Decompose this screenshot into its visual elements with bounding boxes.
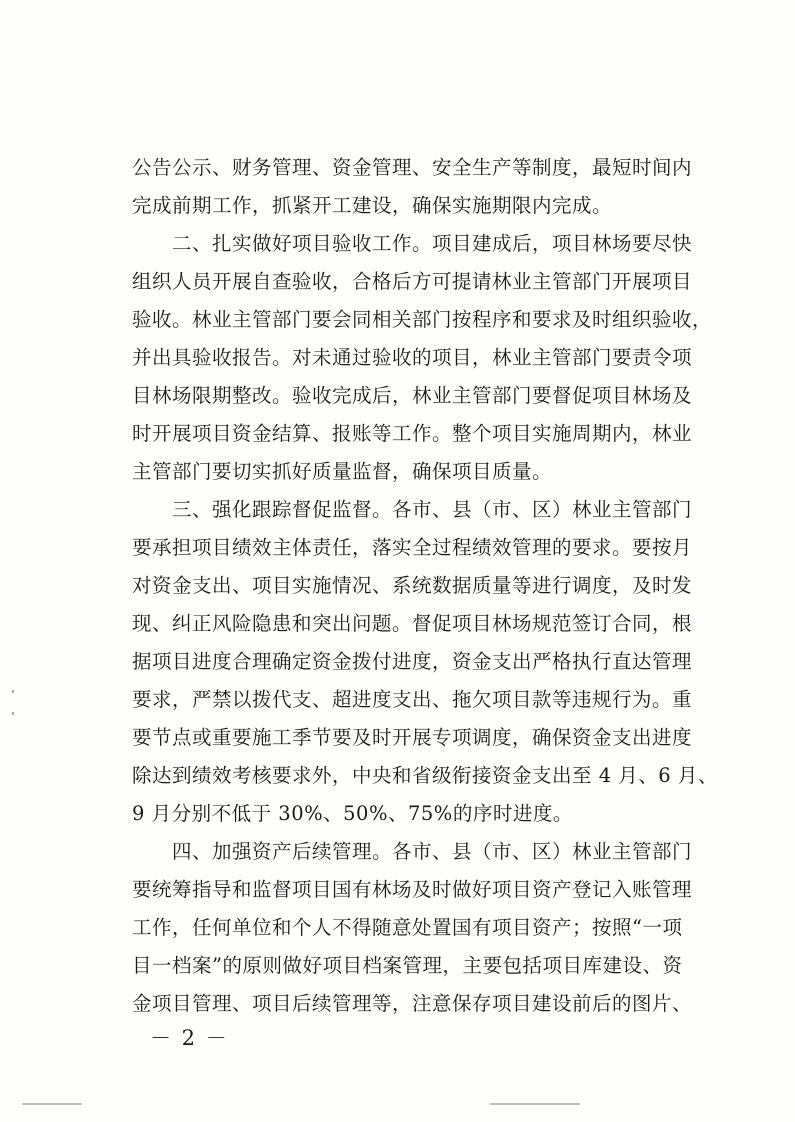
text-line: 要承担项目绩效主体责任，落实全过程绩效管理的要求。要按月 <box>132 536 693 559</box>
text-line: 金项目管理、项目后续管理等，注意保存项目建设前后的图片、 <box>132 992 693 1015</box>
page-number: － 2 － <box>150 1026 229 1050</box>
text-line: 时开展项目资金结算、报账等工作。整个项目实施周期内，林业 <box>132 422 693 445</box>
text-line: 据项目进度合理确定资金拨付进度，资金支出严格执行直达管理 <box>132 650 693 673</box>
text-line: 工作，任何单位和个人不得随意处置国有项目资产；按照“一项 <box>132 916 683 939</box>
scan-artifact <box>490 1103 580 1105</box>
text-line: 对资金支出、项目实施情况、系统数据质量等进行调度，及时发 <box>132 574 693 597</box>
section-heading-line: 二、扎实做好项目验收工作。项目建成后，项目林场要尽快 <box>172 232 693 255</box>
section-heading-line: 三、强化跟踪督促监督。各市、县（市、区）林业主管部门 <box>172 498 693 521</box>
text-line: 9 月分别不低于 30%、50%、75%的序时进度。 <box>132 802 573 825</box>
text-line: 并出具验收报告。对未通过验收的项目，林业主管部门要责令项 <box>132 346 693 369</box>
scan-artifact <box>22 1103 82 1105</box>
text-line: 完成前期工作，抓紧开工建设，确保实施期限内完成。 <box>132 194 613 217</box>
text-line: 要节点或重要施工季节要及时开展专项调度，确保资金支出进度 <box>132 726 693 749</box>
text-line: 现、纠正风险隐患和突出问题。督促项目林场规范签订合同，根 <box>132 612 693 635</box>
text-line: 目林场限期整改。验收完成后，林业主管部门要督促项目林场及 <box>132 384 693 407</box>
text-line: 主管部门要切实抓好质量监督，确保项目质量。 <box>132 460 553 483</box>
text-line: 公告公示、财务管理、资金管理、安全生产等制度，最短时间内 <box>132 156 693 179</box>
text-line: 除达到绩效考核要求外，中央和省级衔接资金支出至 4 月、6 月、 <box>132 764 718 787</box>
text-line: 要求，严禁以拨代支、超进度支出、拖欠项目款等违规行为。重 <box>132 688 693 711</box>
section-heading-line: 四、加强资产后续管理。各市、县（市、区）林业主管部门 <box>172 840 693 863</box>
scan-artifact <box>12 690 14 693</box>
text-line: 目一档案”的原则做好项目档案管理，主要包括项目库建设、资 <box>132 954 683 977</box>
scan-artifact <box>12 712 14 715</box>
text-line: 要统筹指导和监督项目国有林场及时做好项目资产登记入账管理 <box>132 878 693 901</box>
text-line: 验收。林业主管部门要会同相关部门按程序和要求及时组织验收， <box>132 308 713 331</box>
text-line: 组织人员开展自查验收，合格后方可提请林业主管部门开展项目 <box>132 270 693 293</box>
